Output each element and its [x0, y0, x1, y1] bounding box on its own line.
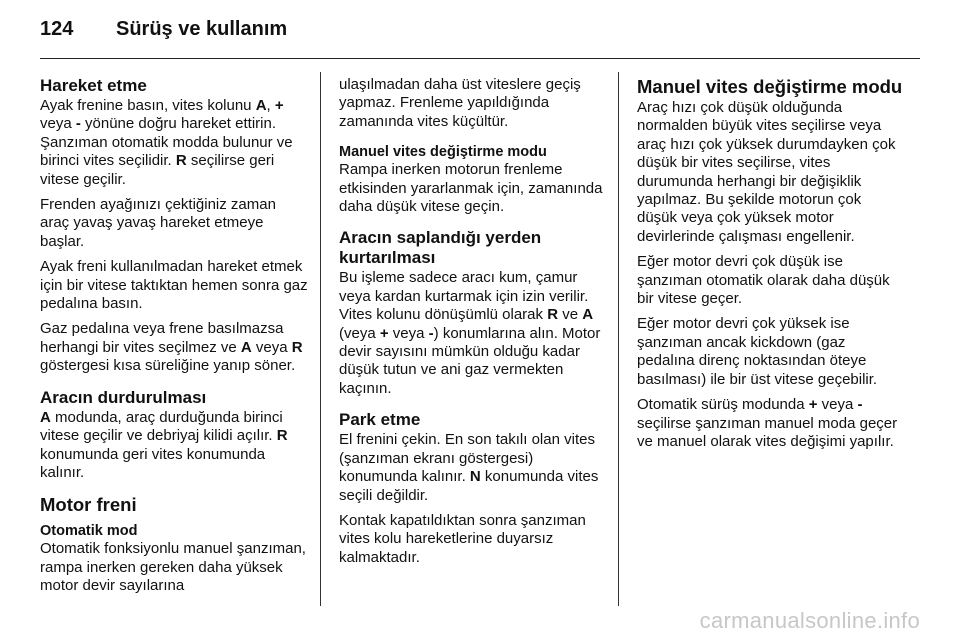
- paragraph: ulaşılmadan daha üst viteslere geçiş yapmaz. Frenleme yapıldığında zamanında vites küçültür.: [339, 76, 581, 130]
- page-number: 124: [40, 18, 74, 40]
- bold-symbol: A: [582, 306, 594, 324]
- heading-aracin-saplandigi-yerden: Aracın saplandığı yerden kurtarılması: [339, 228, 542, 268]
- paragraph: Otomatik sürüş modunda + veya - seçilirse şanzıman manuel moda geçer ve manuel olarak vites değişimi yapılır.: [637, 396, 898, 450]
- bold-symbol: A: [255, 97, 267, 114]
- bold-symbol: R: [547, 306, 559, 324]
- column-3: [637, 76, 905, 458]
- bold-symbol: +: [274, 97, 284, 114]
- paragraph: Kontak kapatıldıktan sonra şanzıman vites kolu hareketlerine duyarsız kalmaktadır.: [339, 511, 586, 566]
- paragraph: Otomatik fonksiyonlu manuel şanzıman, rampa inerken gereken daha yüksek motor devir sayılarına: [40, 540, 306, 595]
- paragraph: Ayak frenine basın, vites kolunu A, + veya - yönüne doğru hareket ettirin. Şanzıman otomatik modda bulunur ve birinci vites seçilidir. R seçilirse geri vitese geçilir.: [40, 97, 293, 188]
- column-2: [339, 76, 604, 574]
- paragraph: Eğer motor devri çok yüksek ise şanzıman ancak kickdown (gaz pedalına direnç noktasından öteye basılması) ile bir üst vitese geçebilir.: [637, 315, 878, 388]
- heading-hareket-etme: Hareket etme: [40, 76, 147, 95]
- paragraph: Frenden ayağınızı çektiğiniz zaman araç yavaş yavaş hareket etmeye başlar.: [40, 196, 276, 250]
- bold-symbol: +: [379, 324, 389, 342]
- paragraph: Araç hızı çok düşük olduğunda normalden büyük vites seçilirse veya araç hızı çok yüksek durumdayken çok düşük bir vites seçilirse, vites durumunda herhangi bir değişiklik yapılmaz. Bu şekilde motorun çok düşük veya çok yüksek motor devirlerinde çalışması engellenir.: [637, 99, 896, 245]
- bold-symbol: N: [469, 468, 481, 486]
- bold-symbol: R: [175, 152, 187, 170]
- watermark: carmanualsonline.info: [699, 608, 920, 633]
- bold-symbol: A: [240, 338, 252, 356]
- bold-symbol: A: [40, 408, 51, 426]
- bold-symbol: R: [276, 427, 288, 445]
- heading-otomatik-mod: Otomatik mod: [40, 523, 138, 540]
- column-1: [40, 76, 308, 603]
- header-rule: [40, 58, 920, 59]
- bold-symbol: -: [428, 324, 434, 342]
- column-divider-1: [320, 72, 321, 606]
- bold-symbol: -: [75, 115, 81, 133]
- paragraph: El frenini çekin. En son takılı olan vites (şanzıman ekranı göstergesi) konumunda kalınır. N konumunda vites seçili değildir.: [339, 431, 599, 504]
- paragraph: Rampa inerken motorun frenleme etkisinden yararlanmak için, zamanında daha düşük vitese geçin.: [339, 161, 603, 216]
- page-header: [40, 18, 287, 48]
- heading-park-etme: Park etme: [339, 410, 421, 430]
- bold-symbol: R: [291, 338, 303, 356]
- heading-motor-freni: Motor freni: [40, 494, 137, 516]
- paragraph: Bu işleme sadece aracı kum, çamur veya kardan kurtarmak için izin verilir. Vites kolunu dönüşümlü olarak R ve A (veya + veya -) konumlarına alın. Motor devir sayısını mümkün olduğu kadar düşük tutun ve ani gaz vermekten kaçının.: [339, 269, 601, 397]
- bold-symbol: -: [857, 396, 863, 414]
- heading-manuel-vites-degistirme-modu: Manuel vites değiştirme modu: [339, 144, 547, 161]
- heading-aracin-durdurulmasi: Aracın durdurulması: [40, 387, 207, 407]
- column-divider-2: [618, 72, 619, 606]
- heading-manuel-vites-degistirme-modu-main: Manuel vites değiştirme modu: [637, 76, 903, 97]
- paragraph: Eğer motor devri çok düşük ise şanzıman otomatik olarak daha düşük bir vitese geçer.: [637, 253, 890, 308]
- paragraph: A modunda, araç durduğunda birinci vitese geçilir ve debriyaj kilidi açılır. R konumunda geri vites konumunda kalınır.: [40, 408, 288, 481]
- page-title: Sürüş ve kullanım: [116, 18, 288, 40]
- paragraph: Gaz pedalına veya frene basılmazsa herhangi bir vites seçilmez ve A veya R göstergesi kısa süreliğine yanıp söner.: [40, 320, 303, 375]
- paragraph: Ayak freni kullanılmadan hareket etmek için bir vitese taktıktan hemen sonra gaz pedalına basın.: [40, 258, 308, 313]
- bold-symbol: +: [808, 396, 818, 414]
